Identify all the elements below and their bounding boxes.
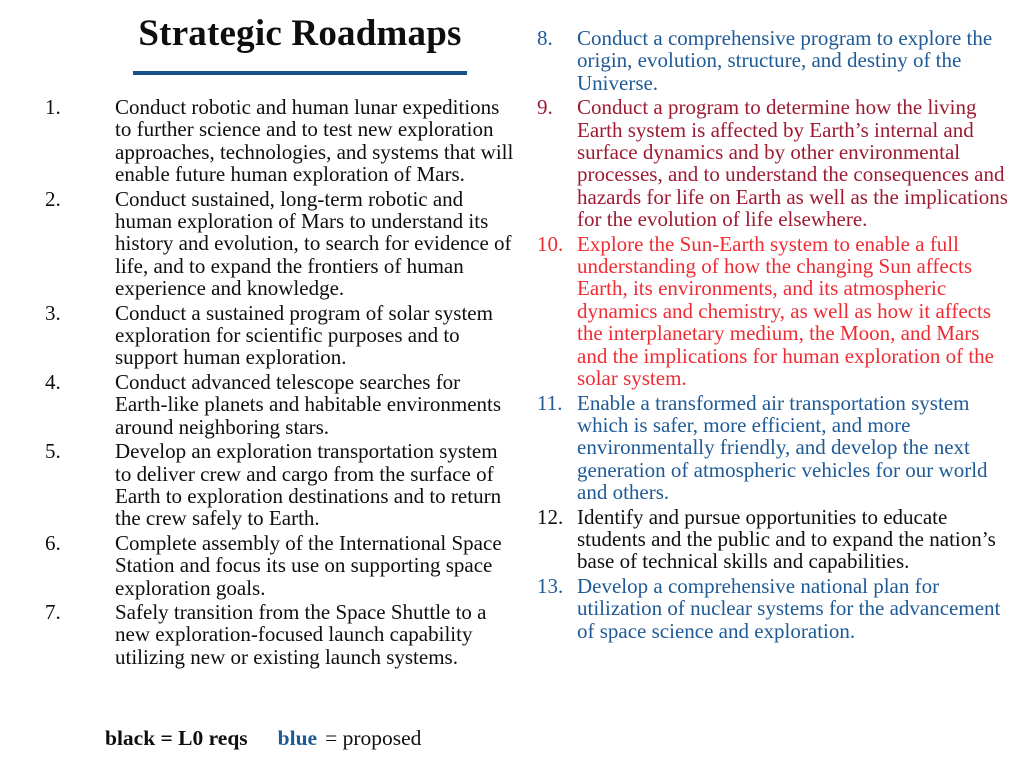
legend-proposed-label: = proposed [325, 726, 422, 750]
item-text: Develop a comprehensive national plan for utilization of nuclear systems for the advancement of space science and exploration. [577, 573, 1001, 643]
item-number: 2. [45, 186, 61, 211]
list-item [45, 96, 515, 186]
item-text: Safely transition from the Space Shuttle to a new exploration-focused launch capability utilizing new or existing launch systems. [115, 599, 487, 669]
item-number: 13. [537, 573, 564, 598]
item-text: Conduct a comprehensive program to explore the origin, evolution, structure, and destiny of the Universe. [577, 26, 993, 95]
item-text: Conduct robotic and human lunar expeditions to further science and to test new exploration approaches, technologies, and systems that will enable future human exploration of Mars. [115, 95, 514, 187]
item-number: 12. [537, 504, 564, 529]
item-number: 9. [537, 95, 553, 120]
title-underline [133, 71, 467, 75]
item-text: Conduct sustained, long-term robotic and human exploration of Mars to understand its history and evolution, to search for evidence of life, and to expand the frontiers of human experience and knowledge. [115, 186, 512, 301]
list-item [45, 440, 515, 530]
left-column [45, 96, 515, 670]
list-item [45, 532, 515, 599]
item-text: Develop an exploration transportation system to deliver crew and cargo from the surface of Earth to exploration destinations and to return the crew safely to Earth. [115, 439, 502, 531]
list-item [45, 188, 515, 300]
legend-blue-label: blue [277, 726, 318, 750]
item-number: 1. [45, 95, 61, 119]
item-text: Identify and pursue opportunities to educate students and the public and to expand the nation’s base of technical skills and capabilities. [577, 504, 996, 574]
list-item [537, 575, 1010, 642]
item-text: Conduct a sustained program of solar system exploration for scientific purposes and to support human exploration. [115, 300, 493, 370]
item-number: 4. [45, 369, 61, 394]
item-number: 5. [45, 439, 61, 464]
list-item [45, 371, 515, 438]
list-item [537, 96, 1010, 230]
list-item [45, 302, 515, 369]
list-item [537, 233, 1010, 390]
item-number: 6. [45, 530, 61, 555]
item-number: 7. [45, 599, 61, 624]
item-text: Complete assembly of the International Space Station and focus its use on supporting space exploration goals. [115, 530, 502, 600]
item-text: Conduct a program to determine how the living Earth system is affected by Earth’s internal and surface dynamics and by other environmental processes, and to understand the consequences and hazards for life on Earth as well as the implications for the evolution of life elsewhere. [577, 95, 1008, 232]
legend [105, 726, 421, 751]
list-item [45, 601, 515, 668]
item-number: 3. [45, 300, 61, 325]
item-number: 8. [537, 26, 553, 50]
item-number: 10. [537, 231, 564, 256]
list-item [537, 506, 1010, 573]
list-item [537, 392, 1010, 504]
item-text: Explore the Sun-Earth system to enable a full understanding of how the changing Sun affects Earth, its environments, and its atmospheric dynamics and chemistry, as well as how it affects the interplanetary medium, the Moon, and Mars and the implications for human exploration of the solar system. [577, 231, 994, 391]
right-column [537, 27, 1010, 644]
list-item [537, 27, 1010, 94]
item-text: Conduct advanced telescope searches for Earth-like planets and habitable environments around neighboring stars. [115, 369, 502, 439]
item-text: Enable a transformed air transportation system which is safer, more efficient, and more environmentally friendly, and develop the next generation of atmospheric vehicles for our world and others. [577, 390, 988, 505]
item-number: 11. [537, 390, 563, 415]
page-title: Strategic Roadmaps [138, 13, 462, 54]
legend-black-label: black = L0 reqs [105, 726, 248, 750]
